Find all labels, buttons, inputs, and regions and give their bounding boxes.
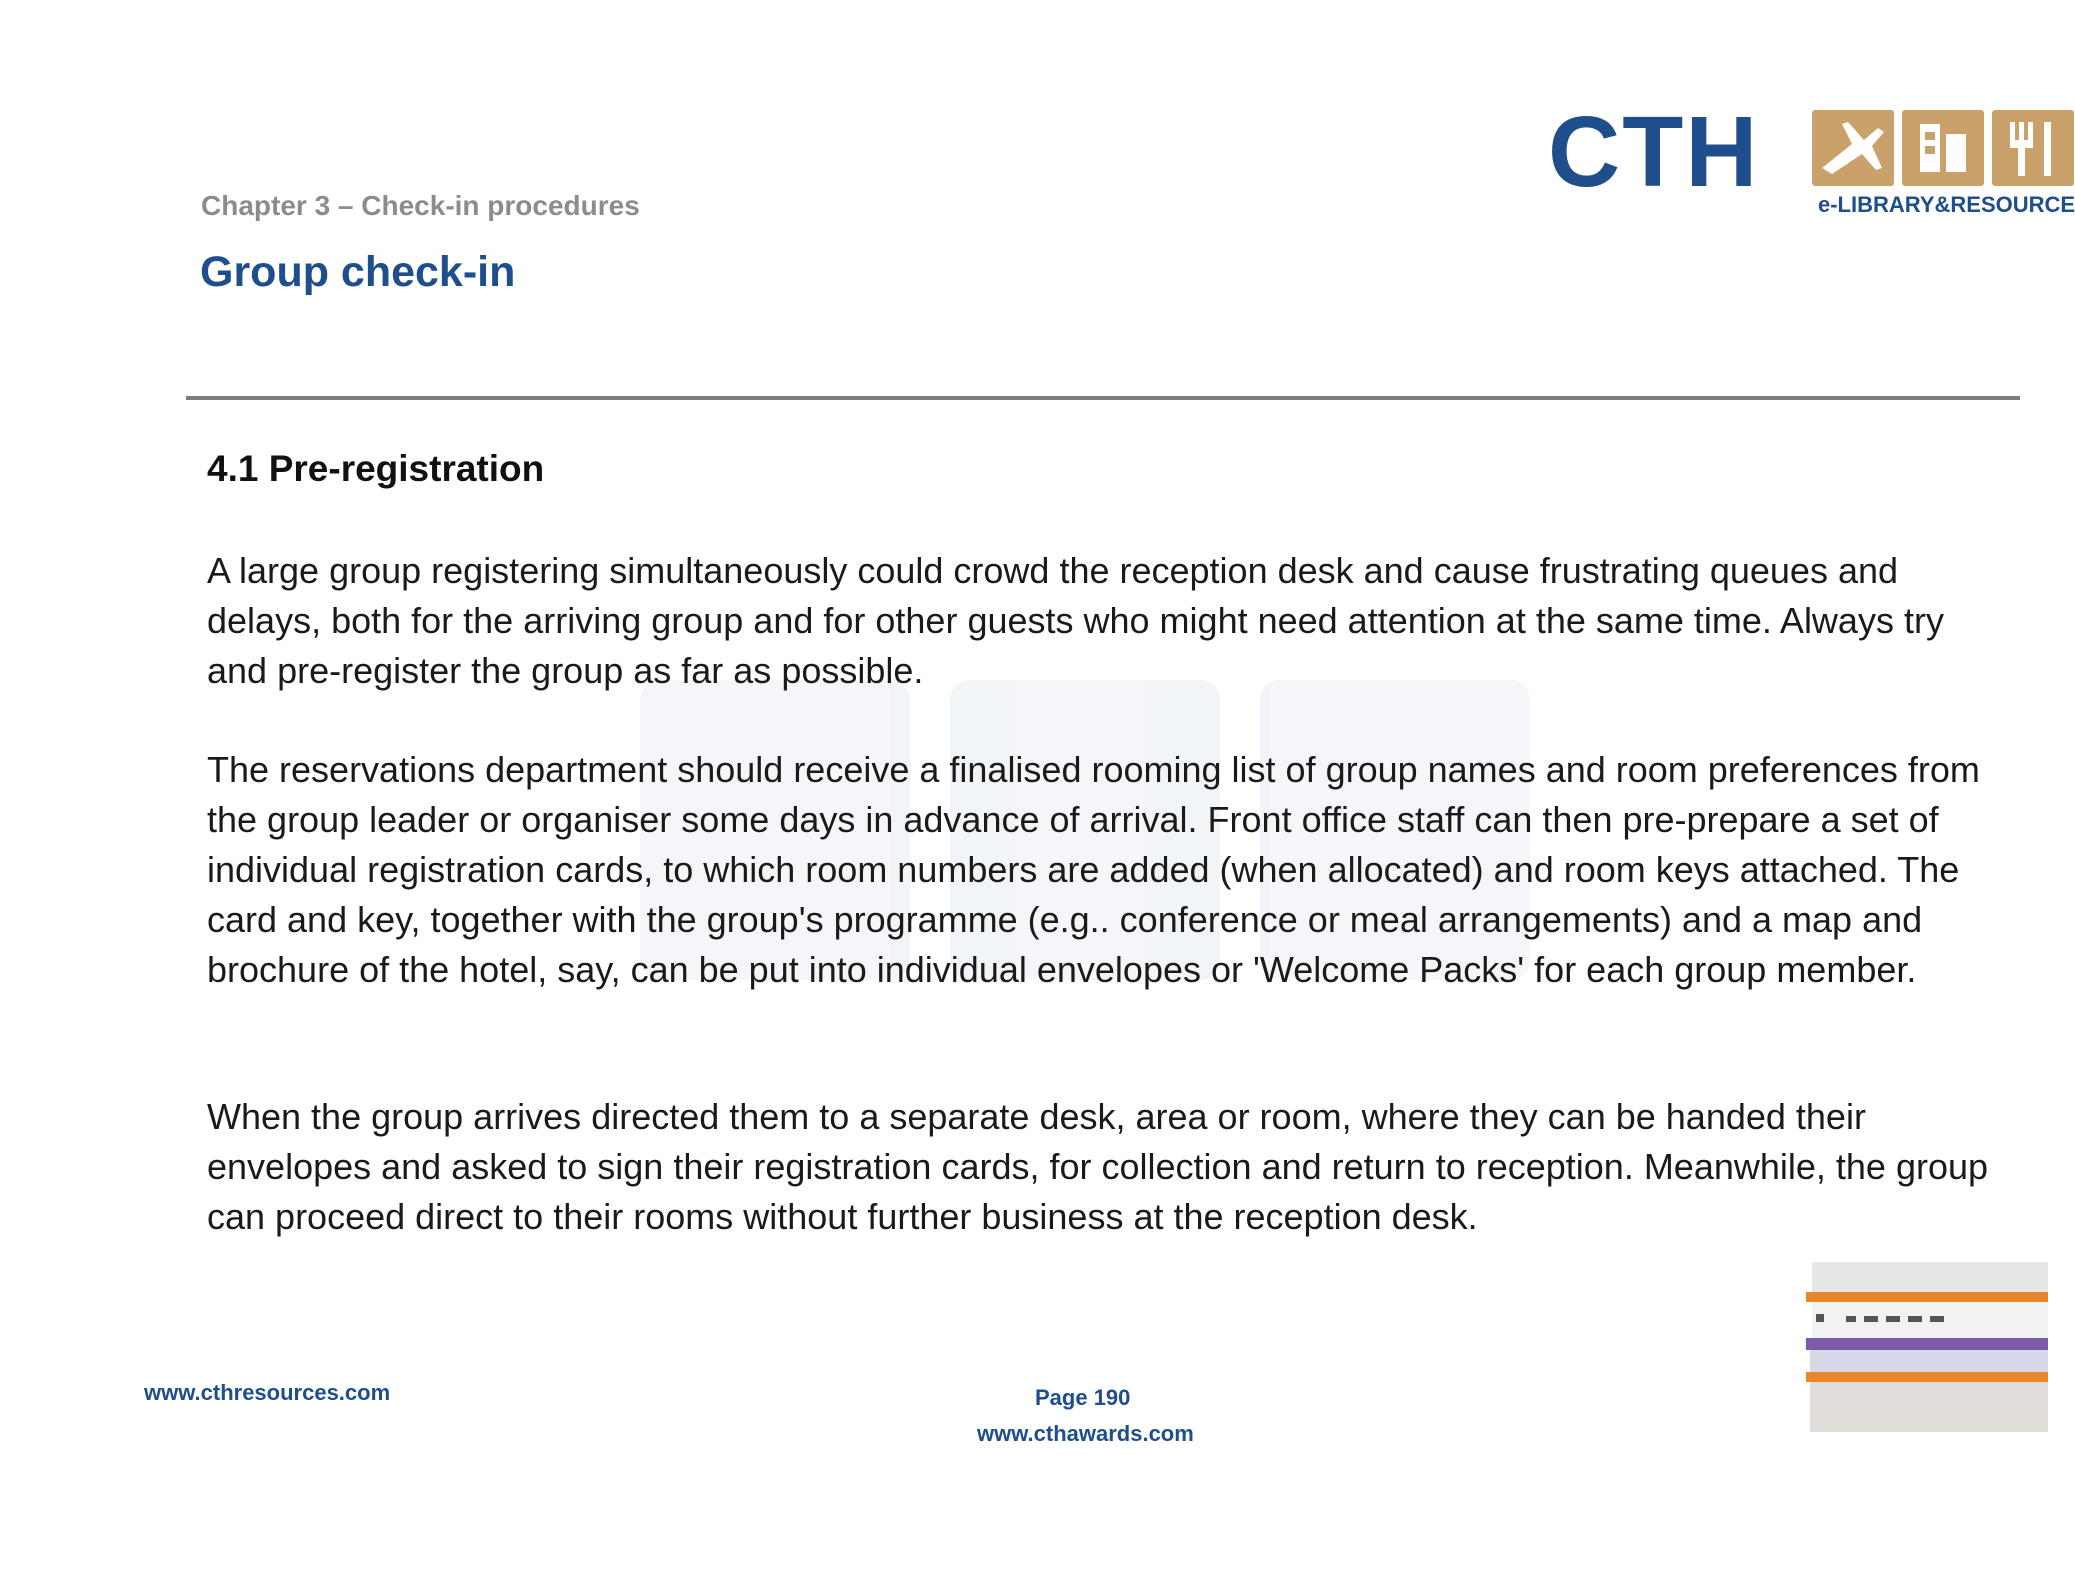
page-title: Group check-in [200, 248, 516, 296]
logo-subtitle: e-LIBRARY&RESOURCE [1818, 192, 2075, 217]
footer-resources-link[interactable]: www.cthresources.com [144, 1380, 391, 1405]
cutlery-icon [1992, 110, 2074, 186]
cth-logo [1548, 96, 2075, 224]
chapter-label: Chapter 3 – Check-in procedures [201, 190, 640, 221]
page-number: Page 190 [1035, 1385, 1131, 1410]
paragraph: The reservations department should receive a finalised rooming list of group names and room preferences from the group leader or organiser some days in advance of arrival. Front office staff can then pre-prepare a set of individual registration cards, to which room numbers are added (when allocated) and room keys attached. The card and key, together with the group's programme (e.g.. conference or meal arrangements) and a map and brochure of the hotel, say, can be put into individual envelopes or 'Welcome Packs' for each group member. [207, 749, 1980, 990]
paragraph: When the group arrives directed them to a separate desk, area or room, where they can be handed their envelopes and asked to sign their registration cards, for collection and return to reception. Meanwhile, the group can proceed direct to their rooms without further business at the reception desk. [207, 1096, 1989, 1237]
building-icon [1902, 110, 1984, 186]
paragraph: A large group registering simultaneously could crowd the reception desk and cause frustrating queues and delays, both for the arriving group and for other guests who might need attention at the same time. Always try and pre-register the group as far as possible. [207, 550, 1944, 691]
section-heading: 4.1 Pre-registration [207, 448, 545, 489]
header-divider [186, 396, 2020, 400]
footer-awards-link[interactable]: www.cthawards.com [977, 1421, 1194, 1446]
logo-text: CTH [1548, 96, 1760, 208]
book-stack-image [1806, 1262, 2048, 1432]
airplane-icon [1812, 110, 1894, 186]
